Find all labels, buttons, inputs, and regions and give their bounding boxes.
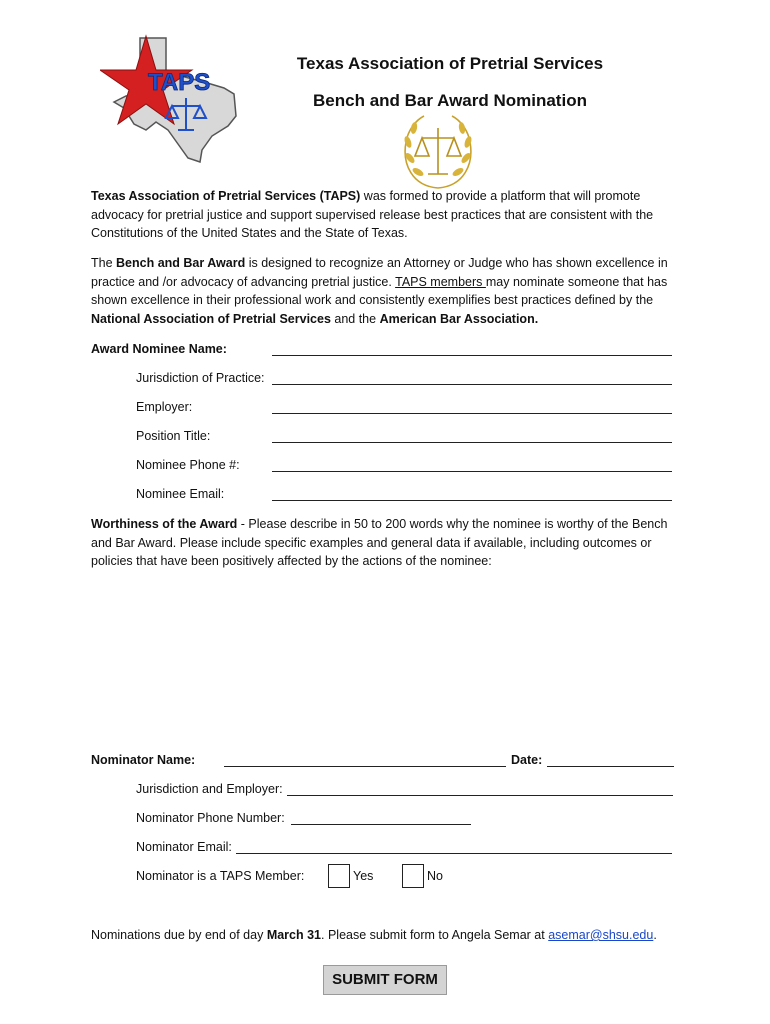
nominator-email-field[interactable] [236,853,672,854]
nominator-phone-label: Nominator Phone Number: [136,811,285,825]
yes-label: Yes [353,869,374,883]
taps-member-label: Nominator is a TAPS Member: [136,869,305,883]
org-name: Texas Association of Pretrial Services (TAPS) [91,189,361,203]
nominee-name-label: Award Nominee Name: [91,342,227,356]
page-title: Texas Association of Pretrial Services [296,54,604,73]
intro-text-2a: The [91,256,117,270]
position-title-field[interactable] [272,442,672,443]
worthiness-text: - Please describe in 50 to 200 words why the nominee is worthy of the Bench and Bar Award. Please include specific examples and general data if available, including outcomes or policies that have been positively affected by the actions of the nominee: [91,517,668,568]
nominator-name-label: Nominator Name: [91,753,196,767]
taps-logo [100,34,250,164]
nominee-phone-label: Nominee Phone #: [136,458,240,472]
date-field[interactable] [547,766,674,767]
employer-label: Employer: [136,400,193,414]
intro-text-2b: is designed to recognize an Attorney or Judge who has shown excellence in practice and /or advocacy of advancing pretrial justice. [91,256,668,289]
submit-form-button[interactable]: SUBMIT FORM [323,965,447,995]
jurisdiction-field[interactable] [272,384,672,385]
nominee-email-label: Nominee Email: [136,487,225,501]
worthiness-paragraph [91,515,681,571]
page-subtitle: Bench and Bar Award Nomination [313,91,587,110]
nominator-jurisdiction-label: Jurisdiction and Employer: [136,782,283,796]
worthiness-text-area[interactable] [91,575,675,740]
intro-text-2c: may nominate someone that has shown excellence in their professional work and consistently exemplifies best practices defined by the [91,274,668,307]
no-label: No [427,869,443,883]
submission-text-b: . Please submit form to Angela Semar at [321,928,549,942]
nominator-email-label: Nominator Email: [136,840,232,854]
intro-text-2d: and the [330,311,380,326]
nominee-phone-field[interactable] [272,471,672,472]
no-checkbox[interactable] [402,864,424,888]
intro-paragraph-2 [91,254,681,328]
employer-field[interactable] [272,413,672,414]
nominator-jurisdiction-field[interactable] [287,795,673,796]
award-name: Bench and Bar Award [116,256,246,270]
submission-text-c: . [653,928,657,942]
aba-name: American Bar Association. [379,311,539,326]
submission-text-a: Nominations due by end of day [91,928,267,942]
nominee-email-field[interactable] [272,500,672,501]
intro-paragraph-1 [91,187,681,243]
nominator-phone-field[interactable] [291,824,471,825]
jurisdiction-label: Jurisdiction of Practice: [136,371,265,385]
logo-text: TAPS [148,69,211,96]
submission-note [91,928,657,942]
taps-members-text: TAPS members [395,274,486,289]
yes-checkbox[interactable] [328,864,350,888]
scales-seal-icon [398,112,478,192]
nominee-name-field[interactable] [272,355,672,356]
napsa-name: National Association of Pretrial Services [91,311,331,326]
worthiness-heading: Worthiness of the Award [91,517,238,531]
position-title-label: Position Title: [136,429,211,443]
nominator-name-field[interactable] [224,766,506,767]
intro-text-1: was formed to provide a platform that will promote advocacy for pretrial justice and support supervised release best practices that are consistent with the Constitutions of the United States and the State of Texas. [91,189,654,240]
date-label: Date: [511,753,543,767]
contact-email-link[interactable]: asemar@shsu.edu [548,928,654,942]
due-date: March 31 [266,928,322,942]
